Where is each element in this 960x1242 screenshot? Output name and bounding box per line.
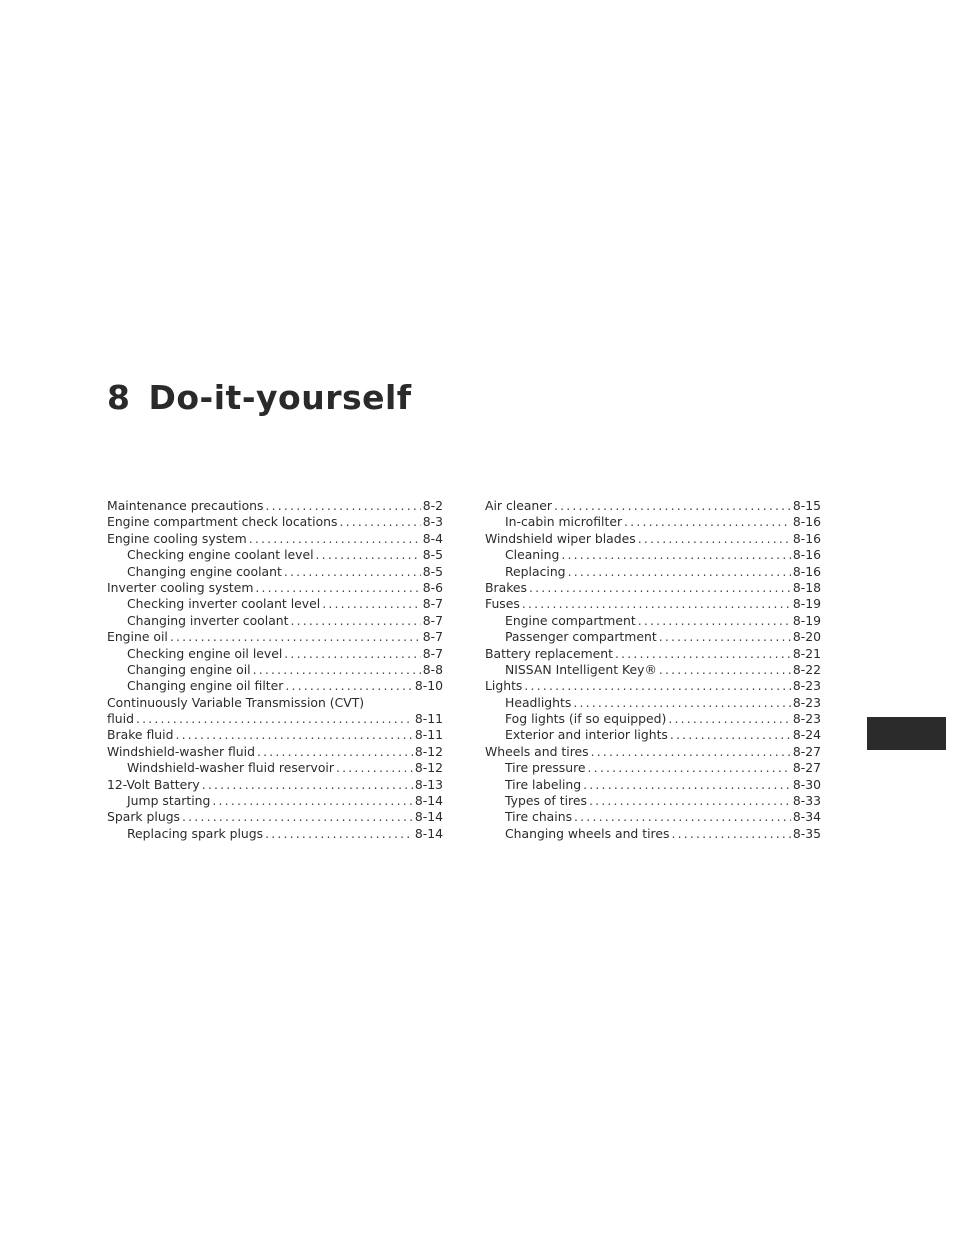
dot-leader <box>638 531 791 547</box>
toc-subentry[interactable] <box>485 777 821 793</box>
toc-page-number: 8-23 <box>792 711 821 727</box>
toc-page-number: 8-2 <box>422 498 443 513</box>
dot-leader <box>285 678 413 694</box>
toc-entry-label: Cleaning <box>505 547 560 563</box>
toc-subentry[interactable] <box>107 678 443 694</box>
dot-leader <box>202 777 413 793</box>
dot-leader <box>638 613 791 629</box>
toc-entry-label: Replacing <box>505 563 566 579</box>
toc-subentry[interactable] <box>485 662 821 678</box>
toc-page-number: 8-19 <box>792 596 821 612</box>
toc-page-number: 8-15 <box>792 498 821 513</box>
toc-subentry[interactable] <box>485 547 821 563</box>
toc-entry[interactable] <box>485 580 821 596</box>
toc-page-number: 8-7 <box>422 612 443 628</box>
dot-leader <box>522 596 791 612</box>
toc-subentry[interactable] <box>107 793 443 809</box>
toc-subentry[interactable] <box>485 695 821 711</box>
toc-entry-label: Engine compartment <box>505 612 636 628</box>
toc-page-number: 8-27 <box>792 743 821 759</box>
toc-entry[interactable] <box>107 777 443 793</box>
dot-leader <box>170 629 421 645</box>
toc-page-number: 8-27 <box>792 760 821 776</box>
toc-page-number: 8-14 <box>414 809 443 825</box>
dot-leader <box>624 514 791 530</box>
toc-page-number: 8-6 <box>422 579 443 595</box>
toc-left-column <box>107 498 443 842</box>
dot-leader <box>561 547 791 563</box>
toc-entry-label: Exterior and interior lights <box>505 727 668 743</box>
toc-subentry[interactable] <box>485 564 821 580</box>
dot-leader <box>265 826 413 842</box>
toc-entry[interactable] <box>485 498 821 514</box>
toc-page-number: 8-12 <box>414 760 443 776</box>
toc-page-number: 8-21 <box>792 645 821 661</box>
toc-page-number: 8-11 <box>414 727 443 743</box>
toc-subentry[interactable] <box>107 662 443 678</box>
toc-subentry[interactable] <box>485 727 821 743</box>
dot-leader <box>671 826 790 842</box>
toc-entry[interactable] <box>107 727 443 743</box>
dot-leader <box>591 744 791 760</box>
toc-page-number: 8-16 <box>792 514 821 530</box>
toc-entry-label: Types of tires <box>505 793 587 809</box>
toc-entry[interactable] <box>107 695 443 711</box>
toc-entry[interactable] <box>107 629 443 645</box>
toc-entry-label: Checking inverter coolant level <box>127 596 321 612</box>
toc-entry-label: Continuously Variable Transmission (CVT) <box>107 694 365 710</box>
toc-page-number: 8-7 <box>422 596 443 612</box>
toc-entry-label: 12-Volt Battery <box>107 776 200 792</box>
toc-page-number: 8-16 <box>792 547 821 563</box>
toc-entry-label: Engine cooling system <box>107 530 247 546</box>
toc-page-number: 8-35 <box>792 825 821 841</box>
toc-page-number: 8-14 <box>414 793 443 809</box>
toc-entry[interactable] <box>485 596 821 612</box>
toc-page-number: 8-20 <box>792 629 821 645</box>
toc-page-number: 8-4 <box>422 530 443 546</box>
toc-entry-label: NISSAN Intelligent Key® <box>505 661 657 677</box>
toc-subentry[interactable] <box>485 711 821 727</box>
toc-entry-label: Engine compartment check locations <box>107 514 338 530</box>
dot-leader <box>253 662 421 678</box>
toc-subentry[interactable] <box>107 613 443 629</box>
toc-subentry[interactable] <box>107 760 443 776</box>
toc-entry-label: Tire chains <box>505 809 573 825</box>
toc-page-number: 8-10 <box>414 678 443 694</box>
toc-entry[interactable] <box>107 744 443 760</box>
toc-subentry[interactable] <box>107 646 443 662</box>
toc-entry-label: Fuses <box>485 596 520 612</box>
dot-leader <box>316 547 421 563</box>
toc-entry-label: Changing engine oil filter <box>127 678 284 694</box>
toc-entry[interactable] <box>485 646 821 662</box>
dot-leader <box>291 613 421 629</box>
toc-page-number: 8-23 <box>792 694 821 710</box>
dot-leader <box>583 777 791 793</box>
toc-page-number: 8-11 <box>414 711 443 727</box>
toc-entry-label: Replacing spark plugs <box>127 825 264 841</box>
toc-entry-label: Fog lights (if so equipped) <box>505 711 667 727</box>
toc-subentry[interactable] <box>107 547 443 563</box>
dot-leader <box>182 809 413 825</box>
toc-subentry[interactable] <box>485 514 821 530</box>
toc-subentry[interactable] <box>485 629 821 645</box>
dot-leader <box>670 727 791 743</box>
toc-subentry[interactable] <box>485 613 821 629</box>
toc-entry[interactable] <box>107 809 443 825</box>
dot-leader <box>589 793 791 809</box>
toc-entry-label: Changing wheels and tires <box>505 825 670 841</box>
toc-subentry[interactable] <box>107 564 443 580</box>
dot-leader <box>574 809 791 825</box>
toc-entry-label: Checking engine oil level <box>127 645 283 661</box>
toc-page-number: 8-19 <box>792 612 821 628</box>
toc-entry-label: Changing inverter coolant <box>127 612 289 628</box>
toc-entry-label: Maintenance precautions <box>107 498 264 513</box>
toc-page-number: 8-12 <box>414 743 443 759</box>
toc-entry-label: Changing engine oil <box>127 661 251 677</box>
toc-entry-label: Checking engine coolant level <box>127 547 314 563</box>
toc-page-number: 8-30 <box>792 776 821 792</box>
toc-entry-label: Windshield-washer fluid reservoir <box>127 760 334 776</box>
toc-entry-label: Lights <box>485 678 523 694</box>
chapter-title <box>107 378 412 417</box>
toc-entry[interactable] <box>107 531 443 547</box>
dot-leader <box>136 711 413 727</box>
toc-entry-label: Spark plugs <box>107 809 181 825</box>
toc-entry-label: Battery replacement <box>485 645 613 661</box>
toc-entry[interactable] <box>485 678 821 694</box>
toc-right-column <box>485 498 821 842</box>
dot-leader <box>212 793 412 809</box>
toc-entry-label: Windshield-washer fluid <box>107 743 255 759</box>
dot-leader <box>659 662 791 678</box>
dot-leader <box>568 564 791 580</box>
toc-page-number: 8-23 <box>792 678 821 694</box>
toc-subentry[interactable] <box>485 809 821 825</box>
toc-entry-label: Passenger compartment <box>505 629 657 645</box>
toc-entry[interactable] <box>485 531 821 547</box>
dot-leader <box>573 695 791 711</box>
toc-page-number: 8-13 <box>414 776 443 792</box>
toc-page-number: 8-33 <box>792 793 821 809</box>
chapter-thumb-tab <box>867 717 946 750</box>
toc-entry-label: Brake fluid <box>107 727 174 743</box>
dot-leader <box>529 580 791 596</box>
chapter-name: Do-it-yourself <box>148 378 412 418</box>
toc-entry-label: Changing engine coolant <box>127 563 282 579</box>
toc-page-number: 8-3 <box>422 514 443 530</box>
toc-entry-label: Air cleaner <box>485 498 552 513</box>
toc-page-number: 8-7 <box>422 645 443 661</box>
dot-leader <box>659 629 791 645</box>
toc-entry-label: Engine oil <box>107 629 168 645</box>
dot-leader <box>175 727 412 743</box>
dot-leader <box>615 646 791 662</box>
toc-entry[interactable] <box>485 744 821 760</box>
toc-entry[interactable] <box>107 514 443 530</box>
dot-leader <box>588 760 791 776</box>
dot-leader <box>322 596 421 612</box>
toc-subentry[interactable] <box>485 793 821 809</box>
toc-entry[interactable] <box>107 580 443 596</box>
toc-page-number: 8-34 <box>792 809 821 825</box>
dot-leader <box>257 744 413 760</box>
dot-leader <box>284 646 420 662</box>
dot-leader <box>249 531 421 547</box>
toc-subentry[interactable] <box>485 826 821 842</box>
chapter-number: 8 <box>107 378 131 418</box>
toc-page-number: 8-18 <box>792 579 821 595</box>
dot-leader <box>554 498 791 514</box>
toc-page-number: 8-16 <box>792 563 821 579</box>
toc-entry-label: Inverter cooling system <box>107 579 254 595</box>
toc-subentry[interactable] <box>485 760 821 776</box>
toc-entry-label: Brakes <box>485 579 527 595</box>
toc-entry-label: Tire labeling <box>505 776 582 792</box>
toc-page-number: 8-22 <box>792 661 821 677</box>
dot-leader <box>336 760 413 776</box>
toc-subentry[interactable] <box>107 826 443 842</box>
toc-entry-label: fluid <box>107 711 134 727</box>
toc-entry-label: Windshield wiper blades <box>485 530 636 546</box>
toc-entry-label: Jump starting <box>127 793 211 809</box>
toc-page-number: 8-14 <box>414 825 443 841</box>
toc-subentry[interactable] <box>107 596 443 612</box>
dot-leader <box>266 498 421 514</box>
toc-entry-label: Headlights <box>505 694 572 710</box>
toc-entry-label: Tire pressure <box>505 760 586 776</box>
dot-leader <box>668 711 791 727</box>
toc-entry[interactable] <box>107 711 443 727</box>
dot-leader <box>255 580 420 596</box>
toc-page-number: 8-5 <box>422 547 443 563</box>
toc-page-number: 8-16 <box>792 530 821 546</box>
dot-leader <box>284 564 421 580</box>
toc-page-number: 8-8 <box>422 661 443 677</box>
toc-entry-label: In-cabin microfilter <box>505 514 623 530</box>
dot-leader <box>524 678 790 694</box>
dot-leader <box>339 514 420 530</box>
toc-entry-label: Wheels and tires <box>485 743 589 759</box>
toc-page-number: 8-24 <box>792 727 821 743</box>
toc-page-number: 8-7 <box>422 629 443 645</box>
toc-entry[interactable] <box>107 498 443 514</box>
toc-page-number: 8-5 <box>422 563 443 579</box>
